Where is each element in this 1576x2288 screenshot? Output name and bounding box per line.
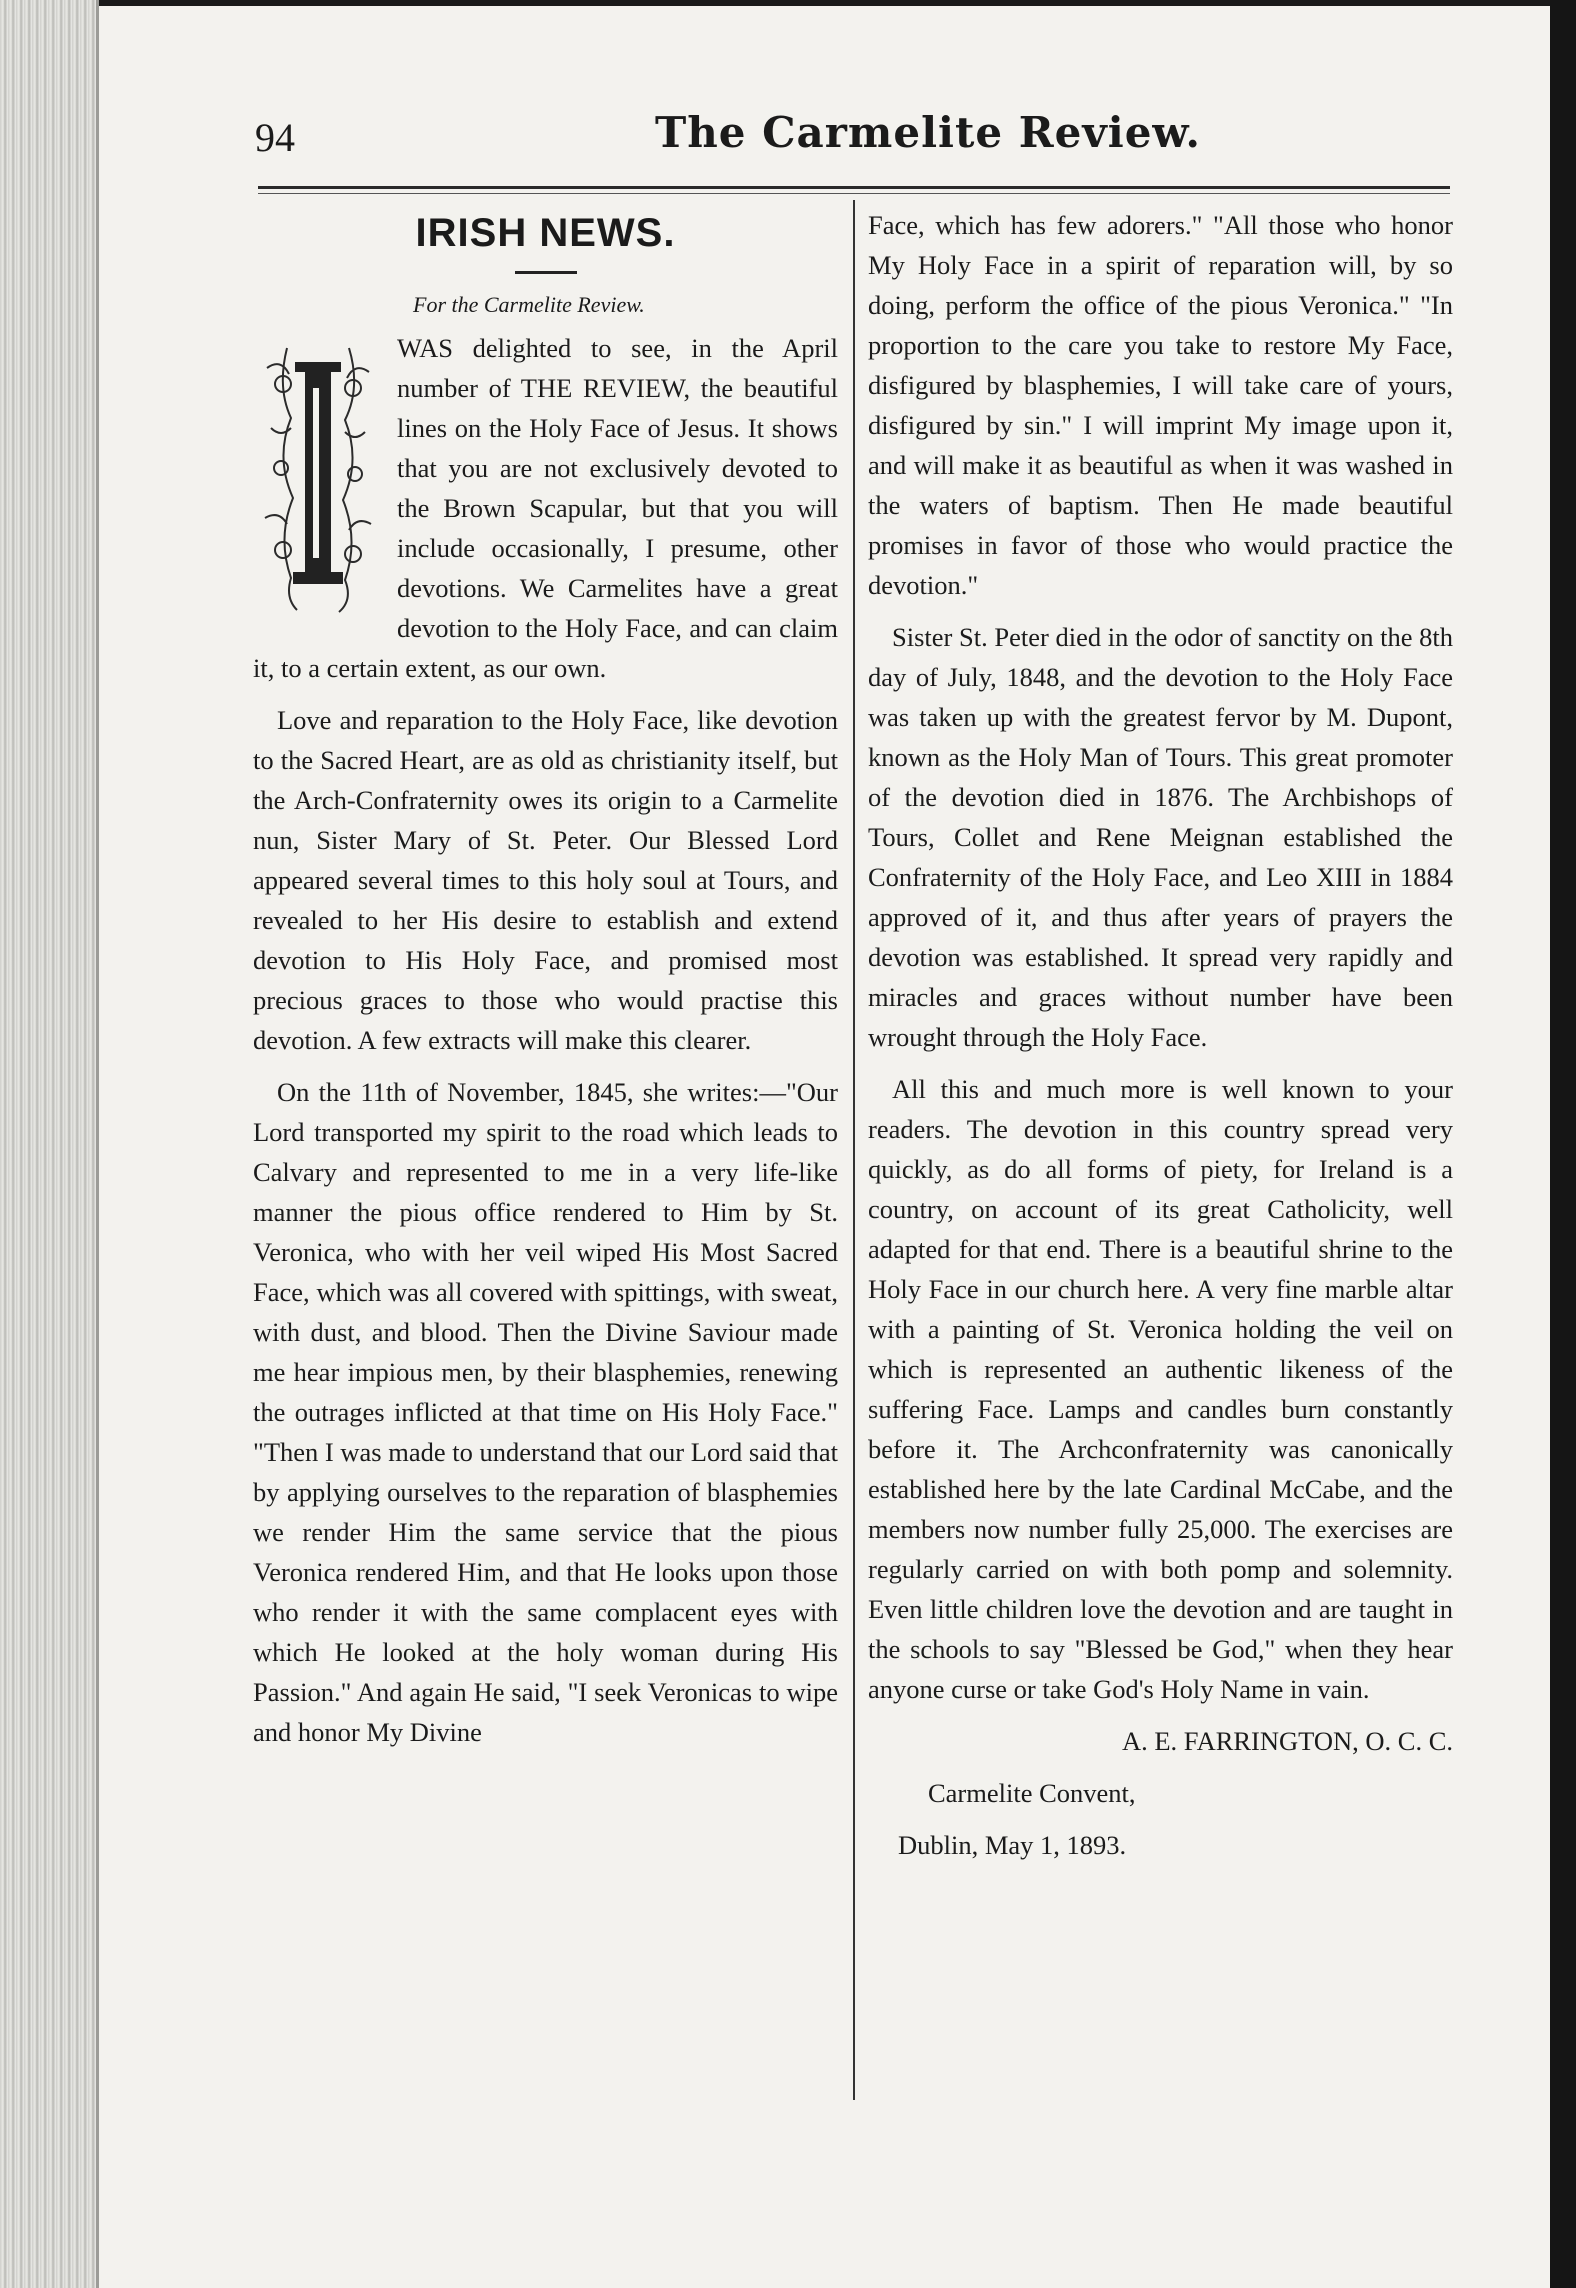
scan-border-top <box>0 0 1576 6</box>
paragraph: On the 11th of November, 1845, she writes:—"Our Lord transported my spirit to the road which leads to Calvary and represented to me in a very life-like manner the pious office rendered to Him by St. Veronica, who with her veil wiped His Most Sacred Face, which was all covered with spittings, with sweat, with dust, and blood. Then the Divine Saviour made me hear impious men, by their blasphemies, renewing the outrages inflicted at that time on His Holy Face." "Then I was made to understand that our Lord said that by applying ourselves to the reparation of blasphemies we render Him the same service that the pious Veronica rendered Him, and that He looks upon those who render it with the same complacent eyes with which He looked at the holy woman during His Passion." And again He said, "I seek Veronicas to wipe and honor My Divine <box>253 1077 838 1747</box>
page-header <box>255 108 1450 178</box>
paragraph: Love and reparation to the Holy Face, like devotion to the Sacred Heart, are as old as christianity itself, but the Arch-Confraternity owes its origin to a Carmelite nun, Sister Mary of St. Peter. Our Blessed Lord appeared several times to this holy soul at Tours, and revealed to her His desire to establish and extend devotion to His Holy Face, and promised most precious graces to those who would practise this devotion. A few extracts will make this clearer. <box>253 705 838 1055</box>
ornamental-dropcap-icon <box>257 328 379 618</box>
running-title: The Carmelite Review. <box>655 108 1201 157</box>
page-number: 94 <box>255 115 295 160</box>
title-rule <box>515 271 577 274</box>
paragraph: Sister St. Peter died in the odor of sanctity on the 8th day of July, 1848, and the devotion to the Holy Face was taken up with the greatest fervor by M. Dupont, known as the Holy Man of Tours. This great promoter of the devotion died in 1876. The Archbishops of Tours, Collet and Rene Meignan established the Confraternity of the Holy Face, and Leo XIII in 1884 approved of it, and thus after years of prayers the devotion was established. It spread very rapidly and miracles and graces without number have been wrought through the Holy Face. <box>868 622 1453 1052</box>
paragraph: All this and much more is well known to your readers. The devotion in this country spread very quickly, as do all forms of piety, for Ireland is a country, on account of its great Catholicity, well adapted for that end. There is a beautiful shrine to the Holy Face in our church here. A very fine marble altar with a painting of St. Veronica holding the veil on which is represented an authentic likeness of the suffering Face. Lamps and candles burn constantly before it. The Archconfraternity was canonically established here by the late Cardinal McCabe, and the members now number fully 25,000. The exercises are regularly carried on with both pomp and solemnity. Even little children love the devotion and are taught in the schools to say "Blessed be God," when they hear anyone curse or take God's Holy Name in vain. <box>868 1074 1453 1704</box>
right-column <box>868 205 1453 1877</box>
left-column <box>253 205 838 1764</box>
paragraph: Face, which has few adorers." "All those who honor My Holy Face in a spirit of reparation will, by so doing, perform the office of the pious Veronica." "In proportion to the care you take to restore My Face, disfigured by blasphemies, I will take care of yours, disfigured by sin." I will imprint My image upon it, and will make it as beautiful as when it was washed in the waters of baptism. Then He made beautiful promises in favor of those who would practice the devotion." <box>868 210 1453 600</box>
signature-text: A. E. FARRINGTON, O. C. C. <box>1121 1726 1453 1756</box>
header-rule-thin <box>258 193 1450 194</box>
byline: For the Carmelite Review. <box>413 292 645 317</box>
column-divider <box>853 200 855 2100</box>
place-line: Carmelite Convent, <box>928 1778 1136 1808</box>
paragraph: WAS delighted to see, in the April number of THE REVIEW, the beautiful lines on the Holy Face of Jesus. It shows that you are not exclusively devoted to the Brown Scapular, but that you will include occasionally, I presume, other devotions. We Carmelites have a great devotion to the Holy Face, and can claim it, to a certain extent, as our own. <box>253 333 838 683</box>
signature <box>868 1721 1453 1761</box>
book-spine-edge <box>0 0 96 2288</box>
header-rule <box>258 186 1450 189</box>
article-title: IRISH NEWS. <box>415 211 676 255</box>
spine-shadow <box>96 0 99 2288</box>
scan-border-right <box>1550 0 1576 2288</box>
date-line: Dublin, May 1, 1893. <box>898 1830 1127 1860</box>
